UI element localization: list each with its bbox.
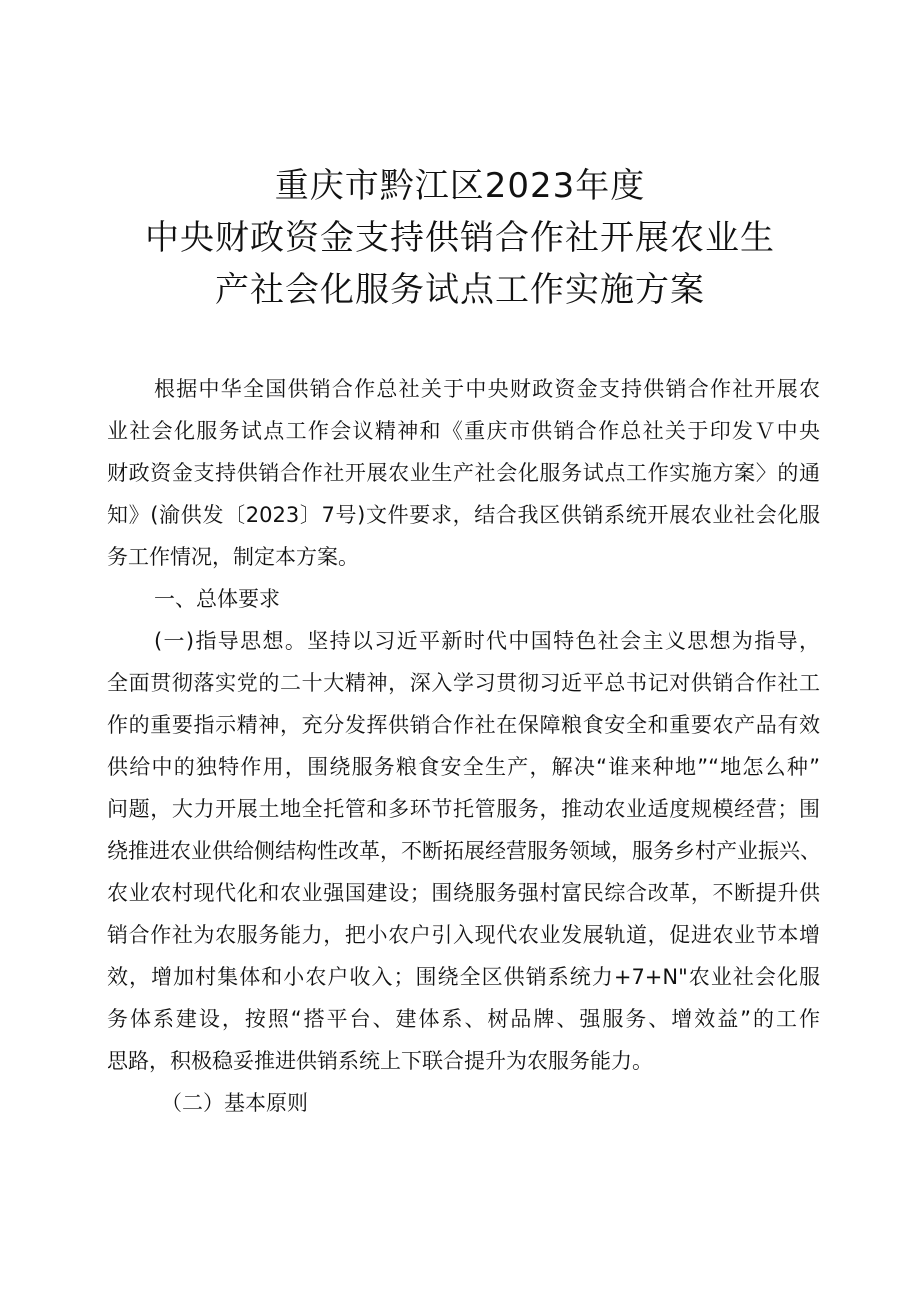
paragraph-line: 问题，大力开展土地全托管和多环节托管服务，推动农业适度规模经营；围 (107, 797, 820, 821)
paragraph-line: 务工作情况，制定本方案。 (107, 545, 359, 569)
paragraph-line: 务体系建设，按照“搭平台、建体系、树品牌、强服务、增效益”的工作 (107, 1007, 820, 1031)
section-heading-basic-principles: （二）基本原则 (161, 1091, 308, 1115)
paragraph-line: 农业农村现代化和农业强国建设；围绕服务强村富民综合改革，不断提升供 (107, 881, 820, 905)
paragraph-line: 绕推进农业供给侧结构性改革，不断拓展经营服务领域，服务乡村产业振兴、 (107, 839, 821, 863)
guiding-ideology-paragraph (107, 620, 820, 1082)
paragraph-line: 供给中的独特作用，围绕服务粮食安全生产，解决“谁来种地”“地怎么种” (107, 755, 820, 779)
paragraph-line: 财政资金支持供销合作社开展农业生产社会化服务试点工作实施方案〉的通 (107, 461, 820, 485)
title-line-1: 重庆市黔江区2023年度 (274, 166, 646, 206)
paragraph-line: 效，增加村集体和小农户收入；围绕全区供销系统力+7+N"农业社会化服 (107, 965, 820, 989)
intro-paragraph (107, 368, 820, 578)
title-line-2: 中央财政资金支持供销合作社开展农业生 (145, 218, 775, 258)
document-title (0, 160, 920, 316)
paragraph-line: 全面贯彻落实党的二十大精神，深入学习贯彻习近平总书记对供销合作社工 (107, 671, 820, 695)
paragraph-line: 业社会化服务试点工作会议精神和《重庆市供销合作总社关于印发Ｖ中央 (107, 419, 820, 443)
paragraph-line: 销合作社为农服务能力，把小农户引入现代农业发展轨道，促进农业节本增 (107, 923, 820, 947)
title-line-3: 产社会化服务试点工作实施方案 (215, 270, 705, 310)
paragraph-line: 作的重要指示精神，充分发挥供销合作社在保障粮食安全和重要农产品有效 (107, 713, 820, 737)
paragraph-line: 根据中华全国供销合作总社关于中央财政资金支持供销合作社开展农 (154, 377, 820, 401)
document-body (107, 368, 820, 1124)
paragraph-line: 知》(渝供发〔2023〕7号)文件要求，结合我区供销系统开展农业社会化服 (107, 503, 820, 527)
paragraph-line: 思路，积极稳妥推进供销系统上下联合提升为农服务能力。 (107, 1049, 653, 1073)
section-heading-general-requirements: 一、总体要求 (154, 587, 280, 611)
paragraph-line: (一)指导思想。坚持以习近平新时代中国特色社会主义思想为指导， (154, 629, 820, 653)
